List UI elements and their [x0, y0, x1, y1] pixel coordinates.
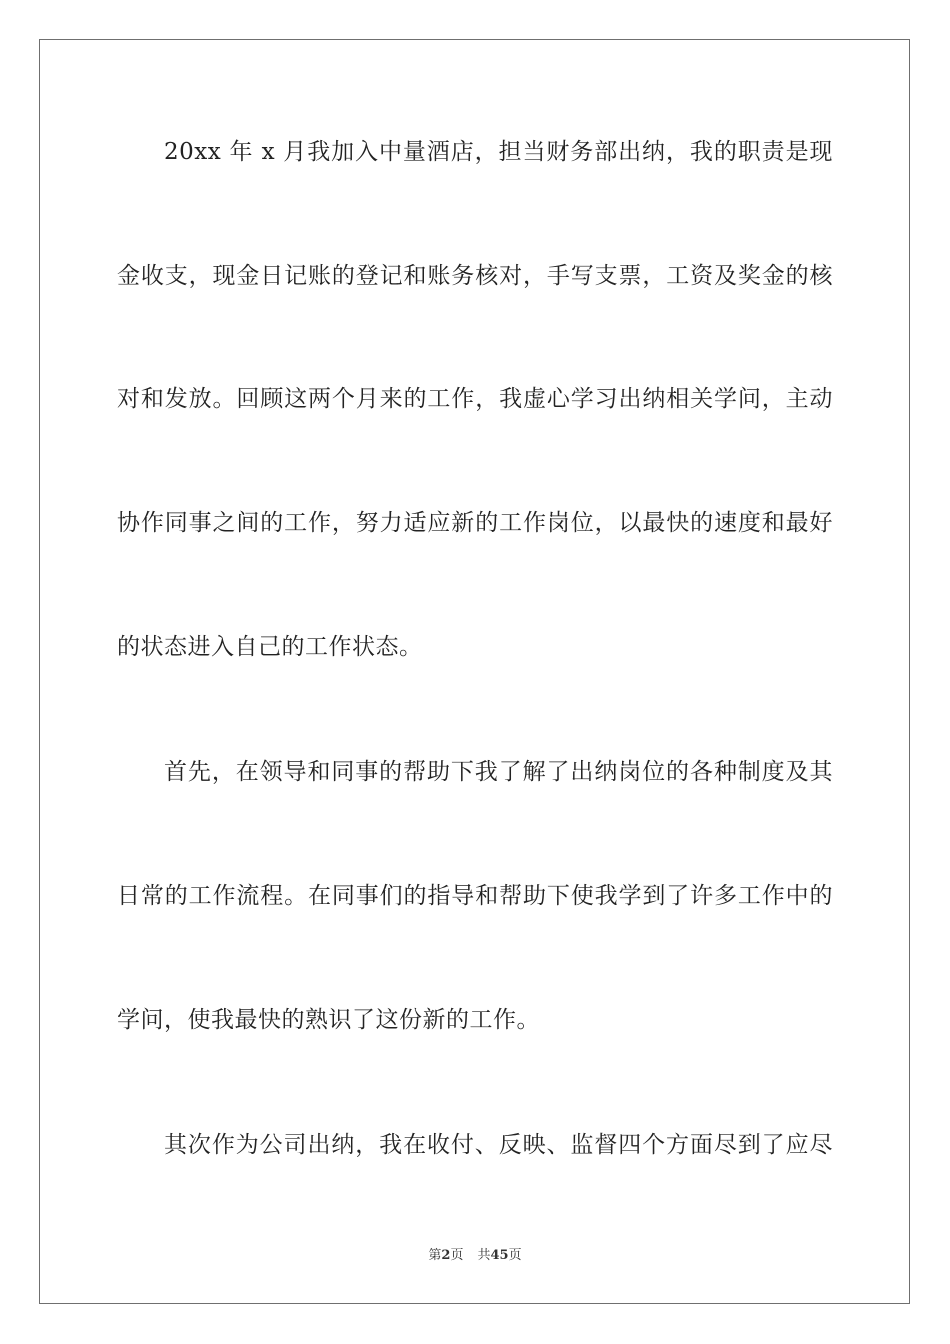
total-suffix: 页 [508, 1248, 522, 1263]
paragraph-2-line-3: 学问，使我最快的熟识了这份新的工作。 [117, 1007, 540, 1033]
paragraph-2-line-1: 首先，在领导和同事的帮助下我了解了出纳岗位的各种制度及其 [164, 759, 833, 785]
paragraph-1-line-4: 协作同事之间的工作，努力适应新的工作岗位，以最快的速度和最好 [117, 510, 833, 536]
paragraph-1-line-5: 的状态进入自己的工作状态。 [117, 634, 423, 660]
page-suffix: 页 [450, 1248, 464, 1263]
total-prefix: 共 [477, 1248, 491, 1263]
paragraph-1-line-2: 金收支，现金日记账的登记和账务核对，手写支票，工资及奖金的核 [117, 263, 833, 289]
total-pages: 45 [490, 1248, 509, 1263]
page-number: 2 [441, 1248, 451, 1263]
page-prefix: 第 [428, 1248, 442, 1263]
page-footer [0, 1248, 950, 1264]
paragraph-1-line-3: 对和发放。回顾这两个月来的工作，我虚心学习出纳相关学问，主动 [117, 386, 833, 412]
paragraph-3-line-1: 其次作为公司出纳，我在收付、反映、监督四个方面尽到了应尽 [164, 1132, 833, 1158]
paragraph-2-line-2: 日常的工作流程。在同事们的指导和帮助下使我学到了许多工作中的 [117, 883, 833, 909]
paragraph-1-line-1: 20xx 年 x 月我加入中量酒店，担当财务部出纳，我的职责是现 [164, 139, 833, 165]
page-frame [39, 39, 910, 1304]
